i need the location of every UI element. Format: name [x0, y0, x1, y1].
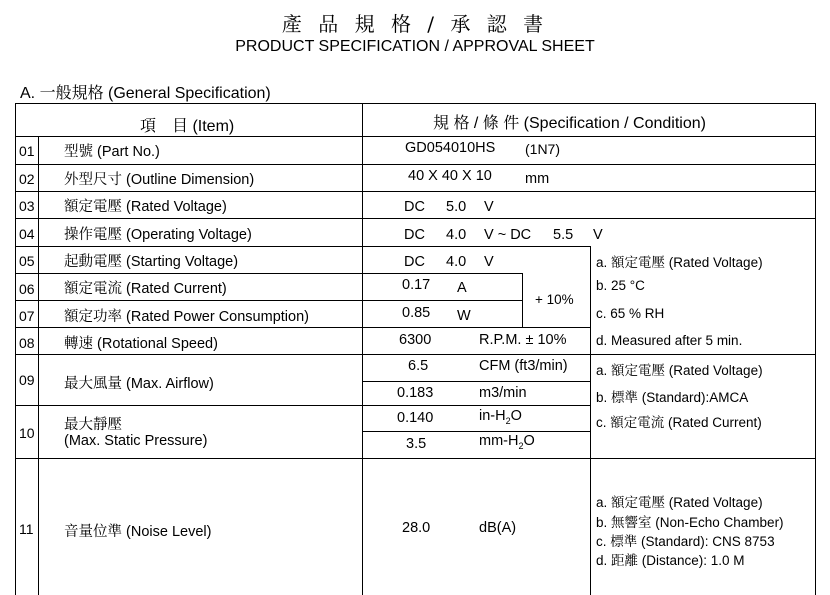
rated-current-unit: A	[457, 280, 467, 296]
row-number: 05	[19, 253, 35, 269]
pressure-mmh2o-value: 3.5	[406, 436, 427, 452]
rotational-speed-unit: R.P.M. ± 10%	[479, 332, 567, 348]
row-number: 07	[19, 308, 35, 324]
rated-voltage-value: 5.0	[446, 199, 467, 215]
airflow-cfm-unit: CFM (ft3/min)	[479, 358, 568, 374]
item-rated-current: 額定電流 (Rated Current)	[64, 281, 227, 297]
page-title-chinese: 產 品 規 格 / 承 認 書	[281, 12, 549, 36]
operating-voltage-unit: V	[593, 227, 603, 243]
condition-rated-voltage: a. 額定電壓 (Rated Voltage)	[596, 363, 763, 378]
pressure-inh2o-unit: $in-H_2O$	[479, 408, 522, 426]
operating-voltage-range: V ~ DC	[484, 227, 532, 243]
item-rotational-speed: 轉速 (Rotational Speed)	[64, 336, 218, 352]
rated-voltage-unit: V	[484, 199, 494, 215]
condition-rated-voltage: a. 額定電壓 (Rated Voltage)	[596, 495, 763, 510]
noise-level-value: 28.0	[402, 520, 431, 536]
item-rated-voltage: 額定電壓 (Rated Voltage)	[64, 199, 227, 215]
header-item: 項 目 (Item)	[140, 118, 235, 135]
item-rated-power: 額定功率 (Rated Power Consumption)	[64, 309, 309, 325]
condition-measure-time: d. Measured after 5 min.	[596, 333, 743, 348]
item-starting-voltage: 起動電壓 (Starting Voltage)	[64, 254, 239, 270]
row-number: 03	[19, 198, 35, 214]
operating-voltage-min: 4.0	[446, 227, 467, 243]
row-number: 06	[19, 281, 35, 297]
part-no-code: (1N7)	[525, 141, 561, 157]
condition-standard-cns: c. 標準 (Standard): CNS 8753	[596, 534, 775, 549]
rated-power-unit: W	[457, 308, 471, 324]
current-power-tolerance: + 10%	[535, 292, 574, 307]
item-max-airflow: 最大風量 (Max. Airflow)	[64, 376, 214, 392]
item-max-static-pressure-cn: 最大靜壓	[64, 417, 122, 433]
item-operating-voltage: 操作電壓 (Operating Voltage)	[64, 227, 252, 243]
outline-dimension-value: 40 X 40 X 10	[408, 168, 492, 184]
pressure-inh2o-value: 0.140	[397, 410, 434, 426]
page-title-english: PRODUCT SPECIFICATION / APPROVAL SHEET	[235, 38, 595, 55]
section-title: A. 一般規格 (General Specification)	[20, 85, 271, 102]
part-no-value: GD054010HS	[405, 140, 496, 156]
row-number: 09	[19, 372, 35, 388]
starting-voltage-value: 4.0	[446, 254, 467, 270]
item-max-static-pressure-en: (Max. Static Pressure)	[64, 433, 208, 449]
rotational-speed-value: 6300	[399, 332, 432, 348]
item-outline-dimension: 外型尺寸 (Outline Dimension)	[64, 172, 255, 188]
row-number: 08	[19, 335, 35, 351]
condition-non-echo-chamber: b. 無響室 (Non-Echo Chamber)	[596, 515, 784, 530]
condition-temperature: b. 25 °C	[596, 278, 645, 293]
condition-standard-amca: b. 標準 (Standard):AMCA	[596, 390, 749, 405]
noise-level-unit: dB(A)	[479, 520, 517, 536]
pressure-mmh2o-unit: $mm-H_2O$	[479, 433, 535, 451]
condition-rated-current: c. 額定電流 (Rated Current)	[596, 415, 762, 430]
row-number: 01	[19, 143, 35, 159]
airflow-m3-unit: m3/min	[479, 385, 527, 401]
condition-distance: d. 距離 (Distance): 1.0 M	[596, 553, 745, 568]
operating-voltage-max: 5.5	[553, 227, 574, 243]
airflow-m3-value: 0.183	[397, 385, 434, 401]
operating-voltage-prefix: DC	[404, 227, 425, 243]
rated-voltage-prefix: DC	[404, 199, 425, 215]
row-number: 04	[19, 226, 35, 242]
item-part-no: 型號 (Part No.)	[64, 144, 160, 160]
starting-voltage-prefix: DC	[404, 254, 425, 270]
row-number: 10	[19, 425, 35, 441]
airflow-cfm-value: 6.5	[408, 358, 429, 374]
condition-rated-voltage: a. 額定電壓 (Rated Voltage)	[596, 255, 763, 270]
outline-dimension-unit: mm	[525, 171, 550, 187]
row-number: 02	[19, 171, 35, 187]
condition-humidity: c. 65 % RH	[596, 306, 665, 321]
item-noise-level: 音量位準 (Noise Level)	[64, 524, 212, 540]
header-spec: 規 格 / 條 件 (Specification / Condition)	[433, 115, 706, 132]
row-number: 11	[19, 521, 34, 537]
rated-current-value: 0.17	[402, 277, 431, 293]
starting-voltage-unit: V	[484, 254, 494, 270]
rated-power-value: 0.85	[402, 305, 431, 321]
